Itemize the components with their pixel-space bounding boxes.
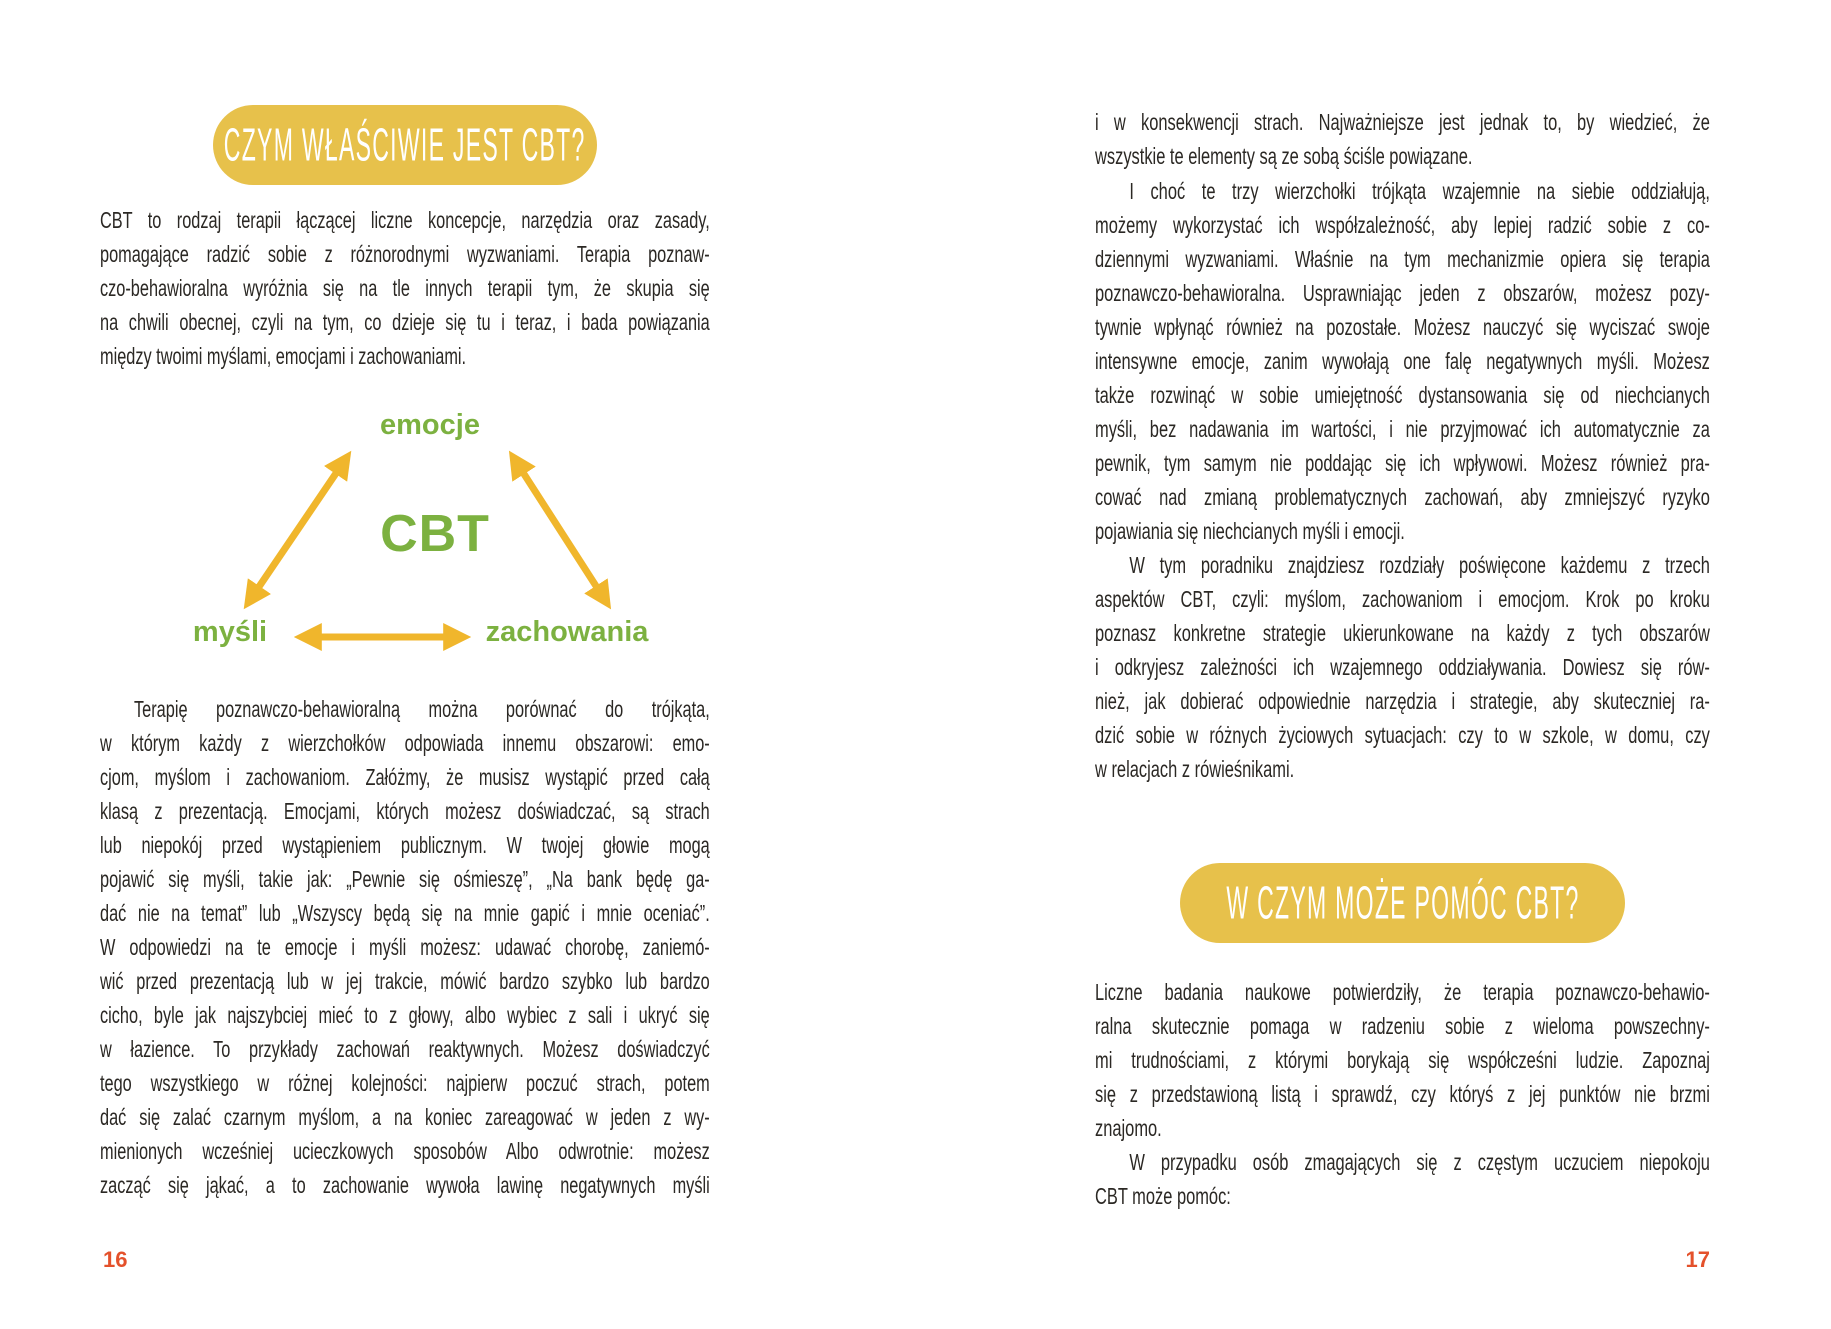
text-line: nież, jak dobierać odpowiednie narzędzia i strategie, aby skuteczniej ra- [1095,688,1710,714]
text-line: w którym każdy z wierzchołków odpowiada innemu obszarowi: emo- [100,730,710,756]
text-line: W przypadku osób zmagających się z częstym uczuciem niepokoju [1129,1149,1710,1175]
left-page [100,0,710,1329]
text-line: W odpowiedzi na te emocje i myśli możesz: udawać chorobę, zaniemó- [100,934,710,960]
text-line: także rozwinąć w sobie umiejętność dystansowania się od niechcianych [1095,382,1710,408]
text-line: mienionych wcześniej ucieczkowych sposobów Albo odwrotnie: możesz [100,1138,710,1164]
text-line: CBT to rodzaj terapii łączącej liczne koncepcje, narzędzia oraz zasady, [100,207,710,233]
text-line: dzić sobie w różnych życiowych sytuacjach: czy to w szkole, w domu, czy [1095,722,1710,748]
body-paragraph [100,692,710,1202]
anxiety-paragraph [1095,1145,1710,1213]
section-heading-badge [1180,863,1625,943]
text-line: aspektów CBT, czyli: myślom, zachowaniom i emocjom. Krok po kroku [1095,586,1710,612]
text-line: czo-behawioralna wyróżnia się na tle innych terapii tym, że skupia się [100,275,710,301]
text-line: myśli, bez nadawania im wartości, i nie przyjmować ich automatycznie za [1095,416,1710,442]
intro-paragraph [100,203,710,373]
text-line: poznasz konkretne strategie ukierunkowane na każdy z tych obszarów [1095,620,1710,646]
text-line: się z przedstawioną listą i sprawdź, czy któryś z jej punktów nie brzmi [1095,1081,1710,1107]
text-line: Terapię poznawczo-behawioralną można porównać do trójkąta, [134,696,710,722]
text-line: pomagające radzić sobie z różnorodnymi wyzwaniami. Terapia poznaw- [100,241,710,267]
text-line: pojawiania się niechcianych myśli i emocji. [1095,518,1405,544]
continuation-paragraph [1095,105,1710,173]
triangle-arrows-graphic [100,400,710,670]
double-arrow-lines [250,460,605,637]
diagram-label-cbt: CBT [380,505,490,563]
text-line: dziennymi wyzwaniami. Właśnie na tym mechanizmie opiera się terapia [1095,246,1710,272]
page-number-left: 16 [103,1247,128,1272]
text-line: pojawić się myśli, takie jak: „Pewnie się ośmieszę”, „Na bank będę ga- [100,866,710,892]
page-number-right: 17 [1685,1247,1710,1272]
text-line: dać nie na temat” lub „Wszyscy będą się na mnie gapić i mnie oceniać”. [100,900,710,926]
text-line: intensywne emocje, zanim wywołają one falę negatywnych myśli. Możesz [1095,348,1710,374]
text-line: możemy wykorzystać ich współzależność, aby lepiej radzić sobie z co- [1095,212,1710,238]
text-line: mi trudnościami, z którymi borykają się współcześni ludzie. Zapoznaj [1095,1047,1710,1073]
text-line: cować nad zmianą problematycznych zachowań, aby zmniejszyć ryzyko [1095,484,1710,510]
text-line: w relacjach z rówieśnikami. [1095,756,1295,782]
text-line: w łazience. To przykłady zachowań reaktywnych. Możesz doświadczyć [100,1036,710,1062]
section-heading-text: W CZYM MOŻE POMÓC CBT? [1225,876,1580,929]
section-heading-text: CZYM WŁAŚCIWIE JEST CBT? [224,118,586,171]
text-line: W tym poradniku znajdziesz rozdziały poświęcone każdemu z trzech [1129,552,1710,578]
text-line: Liczne badania naukowe potwierdziły, że terapia poznawczo-behawio- [1095,979,1710,1005]
text-line: klasą z prezentacją. Emocjami, których możesz doświadczać, są strach [100,798,710,824]
mechanism-paragraph [1095,174,1710,548]
right-page [1095,0,1710,1329]
text-line: i odkryjesz zależności ich wzajemnego oddziaływania. Dowiesz się rów- [1095,654,1710,680]
text-line: znajomo. [1095,1115,1162,1141]
text-line: I choć te trzy wierzchołki trójkąta wzajemnie na siebie oddziałują, [1129,178,1710,204]
diagram-label-thoughts: myśli [192,616,268,648]
text-line: na chwili obecnej, czyli na tym, co dzieje się tu i teraz, i bada powiązania [100,309,710,335]
guide-paragraph [1095,548,1710,786]
text-line: CBT może pomóc: [1095,1183,1231,1209]
text-line: ralna skutecznie pomaga w radzeniu sobie z wieloma powszechny- [1095,1013,1710,1039]
section-heading-badge [213,105,597,185]
arrow-emotions-behaviors-icon [515,460,605,600]
text-line: wić przed prezentacją lub w jej trakcie, mówić bardzo szybko lub bardzo [100,968,710,994]
text-line: cicho, byle jak najszybciej mieć to z głowy, albo wybiec z sali i ukryć się [100,1002,710,1028]
arrow-emotions-thoughts-icon [250,460,345,600]
text-line: lub niepokój przed wystąpieniem publicznym. W twojej głowie mogą [100,832,710,858]
diagram-label-emotions: emocje [380,409,480,441]
text-line: tego wszystkiego w różnej kolejności: najpierw poczuć strach, potem [100,1070,710,1096]
text-line: dać się zalać czarnym myślom, a na koniec zareagować w jeden z wy- [100,1104,710,1130]
diagram-label-behaviors: zachowania [485,616,649,648]
text-line: cjom, myślom i zachowaniom. Załóżmy, że musisz wystąpić przed całą [100,764,710,790]
research-paragraph [1095,975,1710,1145]
text-line: zacząć się jąkać, a to zachowanie wywoła lawinę negatywnych myśli [100,1172,710,1198]
text-line: pewnik, tym samym nie poddając się ich wpływowi. Możesz również pra- [1095,450,1710,476]
text-line: i w konsekwencji strach. Najważniejsze jest jednak to, by wiedzieć, że [1095,109,1710,135]
text-line: tywnie wpłynąć również na pozostałe. Możesz nauczyć się wyciszać swoje [1095,314,1710,340]
text-line: między twoimi myślami, emocjami i zachowaniami. [100,343,467,369]
text-line: poznawczo-behawioralna. Usprawniając jeden z obszarów, możesz pozy- [1095,280,1710,306]
text-line: wszystkie te elementy są ze sobą ściśle powiązane. [1095,143,1473,169]
